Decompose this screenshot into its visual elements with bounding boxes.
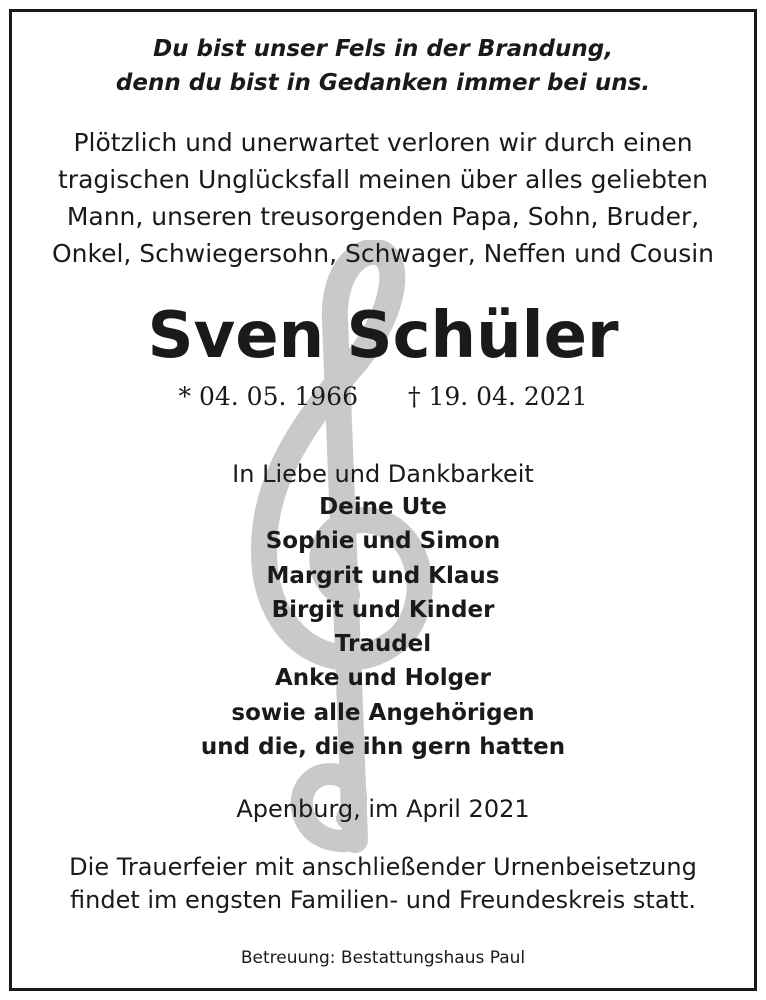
motto xyxy=(12,32,754,100)
intro-line: Onkel, Schwiegersohn, Schwager, Neffen und Cousin xyxy=(51,239,715,268)
closing-phrase: In Liebe und Dankbarkeit xyxy=(232,460,534,488)
service-line: Die Trauerfeier mit anschließender Urnenbeisetzung xyxy=(69,853,697,881)
mourner-entry: und die, die ihn gern hatten xyxy=(200,734,566,761)
place-and-date: Apenburg, im April 2021 xyxy=(236,795,530,823)
mourner-entry: Anke und Holger xyxy=(274,665,492,692)
life-dates xyxy=(12,380,754,414)
motto-line: denn du bist in Gedanken immer bei uns. xyxy=(115,70,651,96)
mourner-entry: Sophie und Simon xyxy=(265,528,501,555)
service-notice xyxy=(12,851,754,917)
intro-line: Mann, unseren treusorgenden Papa, Sohn, Bruder, xyxy=(66,202,700,231)
intro-text xyxy=(12,124,754,272)
service-line: findet im engsten Familien- und Freundeskreis statt. xyxy=(70,886,696,914)
mourner-entry: Birgit und Kinder xyxy=(271,596,495,623)
death-date: † 19. 04. 2021 xyxy=(408,382,588,411)
mourner-entry: Traudel xyxy=(334,631,432,658)
intro-line: tragischen Unglücksfall meinen über alles geliebten xyxy=(57,165,708,194)
obituary-notice xyxy=(9,9,757,991)
funeral-home-credit: Betreuung: Bestattungshaus Paul xyxy=(240,948,526,968)
deceased-name: Sven Schüler xyxy=(147,299,619,373)
mourner-entry: sowie alle Angehörigen xyxy=(231,699,535,726)
motto-line: Du bist unser Fels in der Brandung, xyxy=(153,36,613,62)
birth-date: * 04. 05. 1966 xyxy=(178,382,358,411)
intro-line: Plötzlich und unerwartet verloren wir durch einen xyxy=(73,128,693,157)
mourner-entry: Deine Ute xyxy=(319,494,447,520)
mourners-list xyxy=(12,490,754,764)
mourner-entry: Margrit und Klaus xyxy=(266,562,500,589)
